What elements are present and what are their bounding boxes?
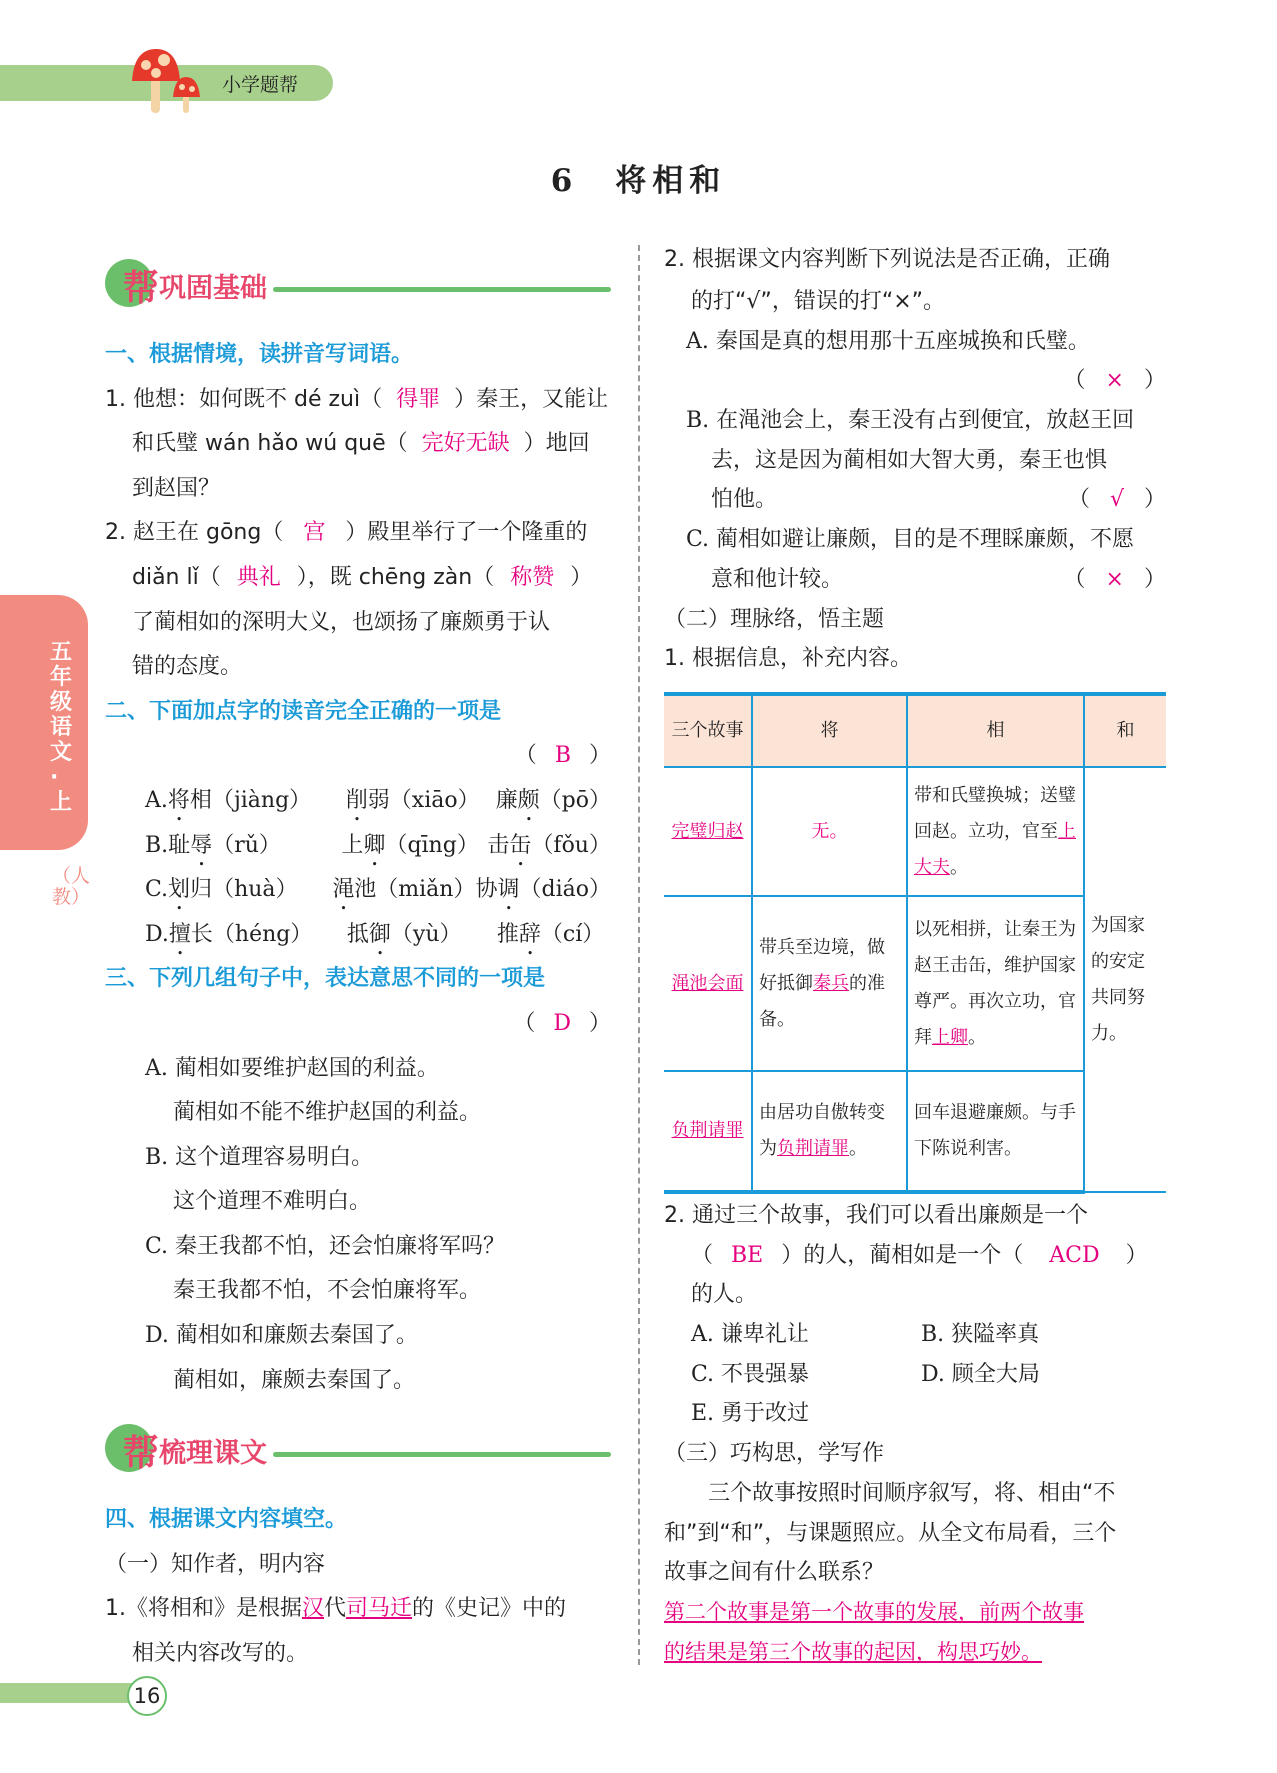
trait-answer-line bbox=[664, 1236, 1166, 1276]
option-label: C. bbox=[145, 1233, 176, 1259]
text: 的准备。 bbox=[759, 972, 885, 1030]
grade-label: 五年级语文·上 bbox=[50, 640, 73, 815]
text: ） bbox=[570, 564, 593, 590]
option-label: A. bbox=[145, 787, 168, 813]
left-block-1 bbox=[105, 333, 611, 1403]
text: ） bbox=[1125, 1242, 1148, 1268]
word-char: 辞 bbox=[518, 921, 541, 947]
option-label: D. bbox=[145, 921, 169, 947]
text: diǎn lǐ（ bbox=[132, 564, 221, 590]
writing-answer[interactable]: 第二个故事是第一个故事的发展，前两个故事 bbox=[664, 1599, 1084, 1624]
option-sentence: 蔺相如和廉颇去秦国了。 bbox=[175, 1323, 418, 1349]
word-char: 击 bbox=[487, 832, 510, 858]
option-line: 秦王我都不怕，不会怕廉将军。 bbox=[173, 1278, 482, 1304]
jiang-cell bbox=[752, 896, 907, 1071]
brand-name: 小学题帮 bbox=[222, 74, 299, 96]
q1-line: 了蔺相如的深明大义，也颂扬了廉颇勇于认 bbox=[132, 609, 551, 635]
judge-answer-box: （ × ） bbox=[1063, 566, 1166, 592]
header-cell: 相 bbox=[907, 694, 1084, 767]
option-line: 蔺相如，廉颇去秦国了。 bbox=[173, 1367, 416, 1393]
judge-text: 去，这是因为蔺相如大智大勇，秦王也惧 bbox=[711, 447, 1108, 473]
section-rule bbox=[273, 1452, 611, 1457]
word-char: 颇 bbox=[517, 787, 540, 813]
word-char: 御 bbox=[368, 921, 391, 947]
option-word: 将相（jiàng） bbox=[167, 787, 312, 813]
story-name[interactable]: 渑池会面 bbox=[671, 972, 744, 994]
judge-line bbox=[664, 480, 1166, 520]
word-char: 协 bbox=[475, 877, 498, 903]
word-char: 划 bbox=[168, 877, 191, 903]
edition-label: （人教） bbox=[52, 865, 91, 908]
option-sentence: 蔺相如要维护赵国的利益。 bbox=[174, 1055, 439, 1081]
text: （ bbox=[691, 1242, 714, 1268]
table-prompt: 1. 根据信息，补充内容。 bbox=[664, 646, 912, 672]
q2-options bbox=[105, 779, 611, 957]
q1-line bbox=[105, 378, 611, 423]
judge-text: 意和他计较。 bbox=[711, 566, 844, 592]
part1-heading: （一）知作者，明内容 bbox=[105, 1551, 326, 1577]
answer-fill[interactable]: 上大夫 bbox=[914, 820, 1076, 878]
header-cell: 三个故事 bbox=[664, 694, 752, 767]
option-word: 上卿（qīng） bbox=[341, 832, 479, 858]
option-sentence: 这个道理容易明白。 bbox=[175, 1144, 374, 1170]
judge-line bbox=[664, 322, 1166, 362]
option-label: B. bbox=[145, 832, 169, 858]
text: 。 bbox=[950, 856, 968, 878]
q3-heading: 三、下列几组句子中，表达意思不同的一项是 bbox=[105, 966, 546, 992]
option-label: A. bbox=[145, 1055, 175, 1081]
q4-heading: 四、根据课文内容填空。 bbox=[105, 1507, 348, 1532]
word-char: 辱 bbox=[190, 832, 213, 858]
pinyin: fǒu bbox=[553, 832, 589, 858]
text: ），既 chēng zàn（ bbox=[296, 564, 495, 590]
pinyin: diáo bbox=[541, 877, 589, 903]
option-line bbox=[105, 1314, 611, 1359]
pinyin: yù bbox=[412, 921, 440, 947]
text: ）的人，蔺相如是一个（ bbox=[781, 1242, 1024, 1268]
part3-heading: （三）巧构思，学写作 bbox=[664, 1441, 885, 1467]
q3-options bbox=[105, 1047, 611, 1404]
option-label: D. bbox=[145, 1323, 176, 1349]
word-char: 上 bbox=[341, 832, 364, 858]
pinyin: miǎn bbox=[398, 877, 454, 903]
option-word: 削弱（xiāo） bbox=[345, 787, 480, 813]
word-char: 推 bbox=[496, 921, 519, 947]
word-char: 渑 bbox=[332, 877, 355, 903]
option-row bbox=[105, 824, 611, 869]
trait-prompt: 的人。 bbox=[691, 1282, 758, 1308]
q1-line: 到赵国？ bbox=[132, 475, 221, 501]
text: 1.《将相和》是根据 bbox=[105, 1596, 302, 1622]
story-table bbox=[664, 692, 1166, 1194]
q2-answer[interactable]: B bbox=[554, 743, 571, 769]
left-block-2 bbox=[105, 1498, 611, 1676]
answer-fill[interactable]: 宫 bbox=[303, 520, 326, 546]
judge-prompt: 的打“√”，错误的打“×”。 bbox=[691, 289, 946, 314]
q2-heading: 二、下面加点字的读音完全正确的一项是 bbox=[105, 698, 502, 724]
word-char: 调 bbox=[497, 877, 520, 903]
answer-fill[interactable]: 司马迁 bbox=[346, 1596, 413, 1622]
xiang-cell bbox=[907, 767, 1084, 896]
choice-row: E. 勇于改过 bbox=[691, 1401, 810, 1427]
section-rule bbox=[273, 287, 611, 292]
option-row bbox=[105, 779, 611, 824]
text: 。 bbox=[968, 1026, 986, 1048]
choice-row bbox=[664, 1315, 1166, 1355]
header-cell: 将 bbox=[752, 694, 907, 767]
writing-answer[interactable]: 的结果是第三个故事的起因，构思巧妙。 bbox=[664, 1639, 1042, 1664]
choice: A. 谦卑礼让 bbox=[691, 1322, 809, 1348]
judge-text: C. 蔺相如避让廉颇，目的是不理睬廉颇，不愿 bbox=[686, 527, 1135, 553]
story-name[interactable]: 负荆请罪 bbox=[671, 1120, 744, 1141]
text: 由居功自傲转变为 bbox=[759, 1102, 885, 1159]
text: 代 bbox=[324, 1596, 347, 1622]
q4-1-line bbox=[105, 1587, 611, 1632]
xiang-cell bbox=[907, 896, 1084, 1071]
text: 2. 赵王在 gōng（ bbox=[105, 520, 284, 546]
option-line bbox=[105, 1136, 611, 1181]
pinyin: huà bbox=[234, 877, 276, 903]
section-header-basic bbox=[105, 255, 611, 315]
writing-prompt: 和”到“和”，与课题照应。从全文布局看，三个 bbox=[664, 1520, 1117, 1546]
pinyin: pō bbox=[561, 787, 589, 813]
q1-line bbox=[105, 422, 611, 467]
table-row bbox=[664, 767, 1166, 896]
answer-fill[interactable]: BE bbox=[731, 1242, 764, 1268]
word-char: 卿 bbox=[363, 832, 386, 858]
word-char: 削 bbox=[345, 787, 368, 813]
option-word: 击缶（fǒu） bbox=[487, 832, 611, 858]
answer-fill[interactable]: 称赞 bbox=[510, 564, 555, 590]
pinyin: xiāo bbox=[411, 787, 458, 813]
q3-answer-line: （ D ） bbox=[513, 1010, 611, 1036]
word-char: 耻 bbox=[168, 832, 191, 858]
word-char: 将 bbox=[167, 787, 190, 813]
table-header-row bbox=[664, 694, 1166, 767]
footer-bar bbox=[0, 1683, 140, 1703]
jiang-cell bbox=[752, 1071, 907, 1192]
judge-answer[interactable]: × bbox=[1105, 368, 1124, 394]
writing-prompt: 故事之间有什么联系？ bbox=[664, 1560, 885, 1586]
judge-text: B. 在渑池会上，秦王没有占到便宜，放赵王回 bbox=[686, 408, 1135, 434]
option-line: 这个道理不难明白。 bbox=[173, 1189, 372, 1215]
judge-answer-box: （ √ ） bbox=[1067, 487, 1166, 513]
answer-fill[interactable]: 负荆请罪 bbox=[777, 1138, 849, 1159]
pinyin: héng bbox=[234, 921, 291, 947]
q1-heading: 一、根据情境，读拼音写词语。 bbox=[105, 342, 414, 367]
answer-fill[interactable]: 上卿 bbox=[932, 1026, 968, 1048]
section-badge-char: 帮 bbox=[123, 267, 160, 309]
text: 和氏璧 wán hǎo wú quē（ bbox=[132, 431, 408, 457]
word-char: 池 bbox=[354, 877, 377, 903]
header-cell: 和 bbox=[1084, 694, 1166, 767]
option-word: 廉颇（pō） bbox=[495, 787, 611, 813]
answer-fill[interactable]: 得罪 bbox=[396, 386, 441, 412]
judge-line bbox=[664, 441, 1166, 481]
option-label: C. bbox=[145, 877, 169, 903]
text: 。 bbox=[849, 1138, 867, 1159]
pinyin: jiàng bbox=[233, 787, 290, 813]
page-title: 6 将相和 bbox=[550, 163, 727, 199]
he-cell: 为国家的安定共同努力。 bbox=[1084, 767, 1166, 1192]
text: ）秦王，又能让 bbox=[454, 386, 609, 412]
word-char: 相 bbox=[189, 787, 212, 813]
choice-row bbox=[664, 1355, 1166, 1395]
mushroom-icon bbox=[130, 45, 220, 115]
option-word: 推辞（cí） bbox=[496, 921, 605, 947]
section-label: 巩固基础 bbox=[159, 272, 268, 304]
word-char: 抵 bbox=[346, 921, 369, 947]
q3-answer[interactable]: D bbox=[553, 1010, 571, 1036]
option-word: 擅长（héng） bbox=[168, 921, 313, 947]
answer-fill[interactable]: ACD bbox=[1049, 1242, 1100, 1268]
option-label: B. bbox=[145, 1144, 176, 1170]
judge-line bbox=[664, 560, 1166, 600]
judge-text: 怕他。 bbox=[711, 487, 778, 513]
judge-answer[interactable]: √ bbox=[1109, 487, 1124, 513]
word-char: 归 bbox=[190, 877, 213, 903]
pinyin: rǔ bbox=[234, 832, 259, 858]
q1-line bbox=[105, 556, 611, 601]
option-word: 渑池（miǎn） bbox=[332, 877, 476, 903]
text: 带和氏璧换城；送璧回赵。立功，官至 bbox=[914, 784, 1076, 842]
section-header-review bbox=[105, 1420, 611, 1480]
text: ）殿里举行了一个隆重的 bbox=[345, 520, 588, 546]
word-char: 长 bbox=[190, 921, 213, 947]
q4-1-line: 相关内容改写的。 bbox=[132, 1640, 309, 1666]
xiang-cell: 回车退避廉颇。与手下陈说利害。 bbox=[907, 1071, 1084, 1192]
judge-text: A. 秦国是真的想用那十五座城换和氏璧。 bbox=[686, 328, 1090, 354]
text: 以死相拼，让秦王为赵王击缶，维护国家尊严。再次立功，官拜 bbox=[914, 918, 1076, 1048]
answer-fill[interactable]: 无。 bbox=[811, 820, 848, 842]
word-char: 弱 bbox=[367, 787, 390, 813]
column-divider bbox=[638, 245, 640, 1665]
judge-items bbox=[664, 322, 1166, 600]
judge-prompt: 2. 根据课文内容判断下列说法是否正确，正确 bbox=[664, 247, 1110, 272]
answer-fill[interactable]: 典礼 bbox=[236, 564, 281, 590]
q1-line: 错的态度。 bbox=[132, 654, 243, 680]
word-char: 廉 bbox=[495, 787, 518, 813]
option-line: 蔺相如不能不维护赵国的利益。 bbox=[173, 1100, 482, 1126]
answer-fill[interactable]: 完好无缺 bbox=[421, 431, 510, 457]
pinyin: qīng bbox=[407, 832, 457, 858]
page-number: 16 bbox=[127, 1676, 167, 1716]
text: ）地回 bbox=[523, 431, 590, 457]
word-char: 擅 bbox=[168, 921, 191, 947]
judge-answer-line: （ × ） bbox=[1063, 368, 1166, 394]
word-char: 缶 bbox=[509, 832, 532, 858]
text: 的《史记》中的 bbox=[412, 1596, 567, 1622]
judge-line bbox=[664, 401, 1166, 441]
q2-answer-line: （ B ） bbox=[514, 743, 611, 769]
option-word: 耻辱（rǔ） bbox=[168, 832, 281, 858]
choice: D. 顾全大局 bbox=[921, 1361, 1040, 1387]
story-name[interactable]: 完璧归赵 bbox=[671, 820, 744, 842]
writing-prompt: 三个故事按照时间顺序叙写，将、相由“不 bbox=[708, 1480, 1116, 1506]
option-sentence: 秦王我都不怕，还会怕廉将军吗？ bbox=[175, 1233, 506, 1259]
part2-heading: （二）理脉络，悟主题 bbox=[664, 606, 885, 632]
option-word: 抵御（yù） bbox=[346, 921, 462, 947]
pinyin: cí bbox=[562, 921, 583, 947]
q1-line bbox=[105, 511, 611, 556]
option-row bbox=[105, 868, 611, 913]
option-line bbox=[105, 1047, 611, 1092]
choice: B. 狭隘率真 bbox=[921, 1322, 1040, 1348]
choice: C. 不畏强暴 bbox=[691, 1361, 810, 1387]
right-block-2 bbox=[664, 1196, 1166, 1672]
answer-fill[interactable]: 汉 bbox=[302, 1596, 325, 1622]
text: 1. 他想：如何既不 dé zuì（ bbox=[105, 386, 383, 412]
judge-answer[interactable]: × bbox=[1105, 566, 1124, 592]
answer-fill[interactable]: 秦兵 bbox=[813, 972, 849, 994]
option-line bbox=[105, 1225, 611, 1270]
right-block-1 bbox=[664, 238, 1166, 679]
judge-line bbox=[664, 520, 1166, 560]
option-row bbox=[105, 913, 611, 958]
option-word: 划归（huà） bbox=[168, 877, 298, 903]
section-label: 梳理课文 bbox=[159, 1437, 268, 1469]
option-word: 协调（diáo） bbox=[475, 877, 611, 903]
section-badge-char: 帮 bbox=[123, 1432, 160, 1474]
text: 带兵至边境，做好抵御 bbox=[759, 936, 885, 994]
trait-prompt: 2. 通过三个故事，我们可以看出廉颇是一个 bbox=[664, 1203, 1088, 1228]
